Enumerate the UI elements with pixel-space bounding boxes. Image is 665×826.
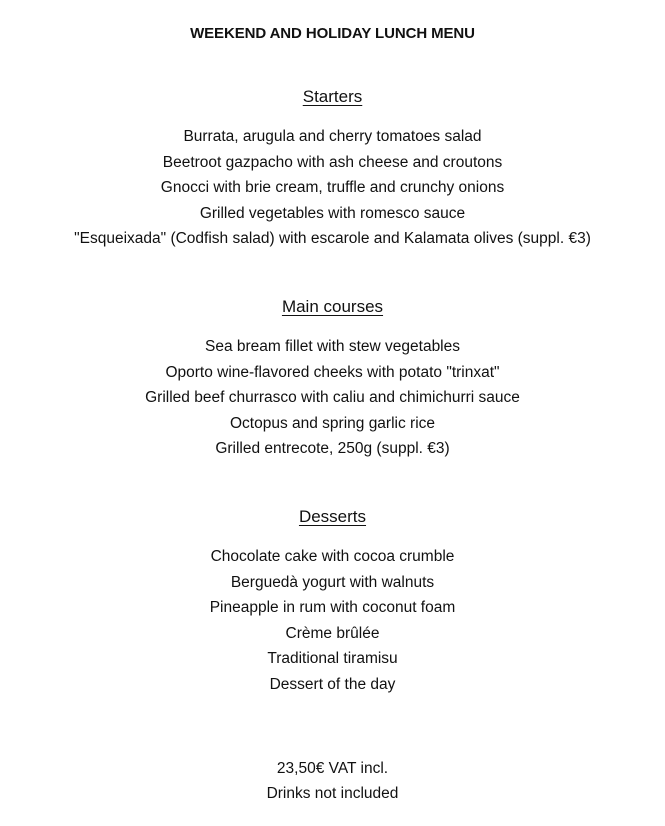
- drinks-note: Drinks not included: [266, 785, 399, 802]
- menu-item: Chocolate cake with cocoa crumble: [210, 548, 455, 565]
- section-starters: [0, 86, 665, 252]
- menu-item: Crème brûlée: [285, 624, 380, 642]
- price-label: 23,50€ VAT incl.: [276, 760, 389, 777]
- menu-item: Octopus and spring garlic rice: [229, 414, 436, 432]
- desserts-list: [0, 544, 665, 697]
- starters-list: [0, 124, 665, 252]
- section-heading-main-courses: Main courses: [281, 297, 384, 316]
- menu-item: Berguedà yogurt with walnuts: [230, 573, 435, 591]
- section-heading-starters: Starters: [302, 87, 363, 106]
- menu-item: Oporto wine-flavored cheeks with potato "trinxat": [165, 363, 500, 381]
- menu-item: Sea bream fillet with stew vegetables: [204, 338, 461, 355]
- menu-item: Burrata, arugula and cherry tomatoes salad: [183, 128, 482, 145]
- main-courses-list: [0, 334, 665, 462]
- menu-item: "Esqueixada" (Codfish salad) with escarole and Kalamata olives (suppl. €3): [74, 230, 591, 247]
- section-heading-desserts: Desserts: [298, 507, 367, 526]
- menu-item: Grilled beef churrasco with caliu and chimichurri sauce: [145, 389, 520, 406]
- menu-item: Traditional tiramisu: [267, 650, 398, 667]
- menu-item: Beetroot gazpacho with ash cheese and croutons: [162, 153, 503, 171]
- menu-title: WEEKEND AND HOLIDAY LUNCH MENU: [190, 25, 475, 42]
- menu-item: Dessert of the day: [269, 675, 396, 693]
- menu-item: Gnocci with brie cream, truffle and crunchy onions: [160, 179, 505, 196]
- menu-item: Pineapple in rum with coconut foam: [209, 599, 456, 616]
- menu-item: Grilled entrecote, 250g (suppl. €3): [215, 440, 450, 457]
- section-main-courses: [0, 296, 665, 462]
- menu-item: Grilled vegetables with romesco sauce: [199, 204, 466, 222]
- section-desserts: [0, 506, 665, 697]
- menu-footer: [0, 756, 665, 806]
